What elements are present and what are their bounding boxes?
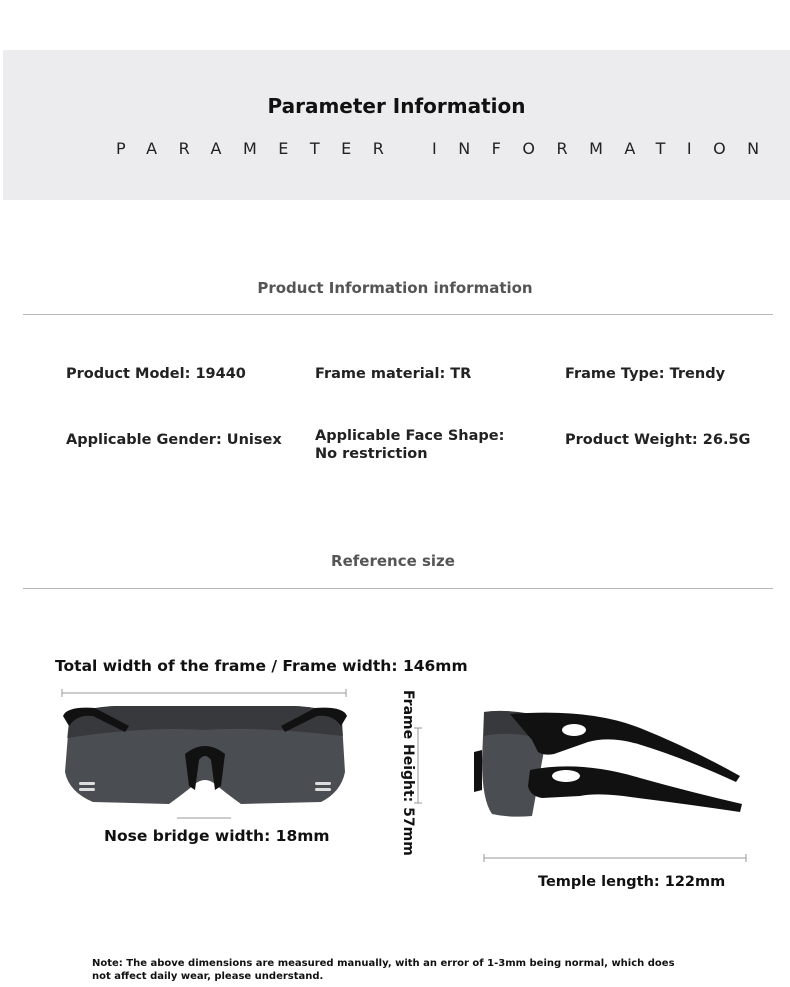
nose-bridge-label: Nose bridge width: 18mm [104, 827, 330, 845]
spec-product-weight: Product Weight: 26.5G [565, 432, 751, 448]
divider [23, 314, 773, 315]
header-banner [3, 50, 790, 200]
frame-height-dimension-line [412, 726, 424, 806]
product-info-heading: Product Information information [257, 279, 533, 297]
sunglasses-front-icon [55, 686, 355, 826]
sunglasses-side-icon [470, 700, 750, 870]
spec-applicable-gender: Applicable Gender: Unisex [66, 432, 282, 448]
reference-size-heading: Reference size [331, 552, 455, 570]
spec-face-shape: Applicable Face Shape: No restriction [315, 428, 505, 462]
spec-product-model: Product Model: 19440 [66, 366, 246, 382]
temple-length-label: Temple length: 122mm [538, 874, 726, 890]
measurement-note: Note: The above dimensions are measured manually, with an error of 1-3mm being normal, which does not affect daily wear, please understand. [92, 958, 675, 982]
frame-height-label: Frame Height: 57mm [400, 690, 416, 856]
divider [23, 588, 773, 589]
spec-frame-material: Frame material: TR [315, 366, 472, 382]
frame-width-label: Total width of the frame / Frame width: 146mm [55, 657, 468, 675]
page-subtitle: PARAMETER INFORMATION [116, 139, 781, 158]
spec-frame-type: Frame Type: Trendy [565, 366, 726, 382]
page-title: Parameter Information [267, 94, 526, 118]
